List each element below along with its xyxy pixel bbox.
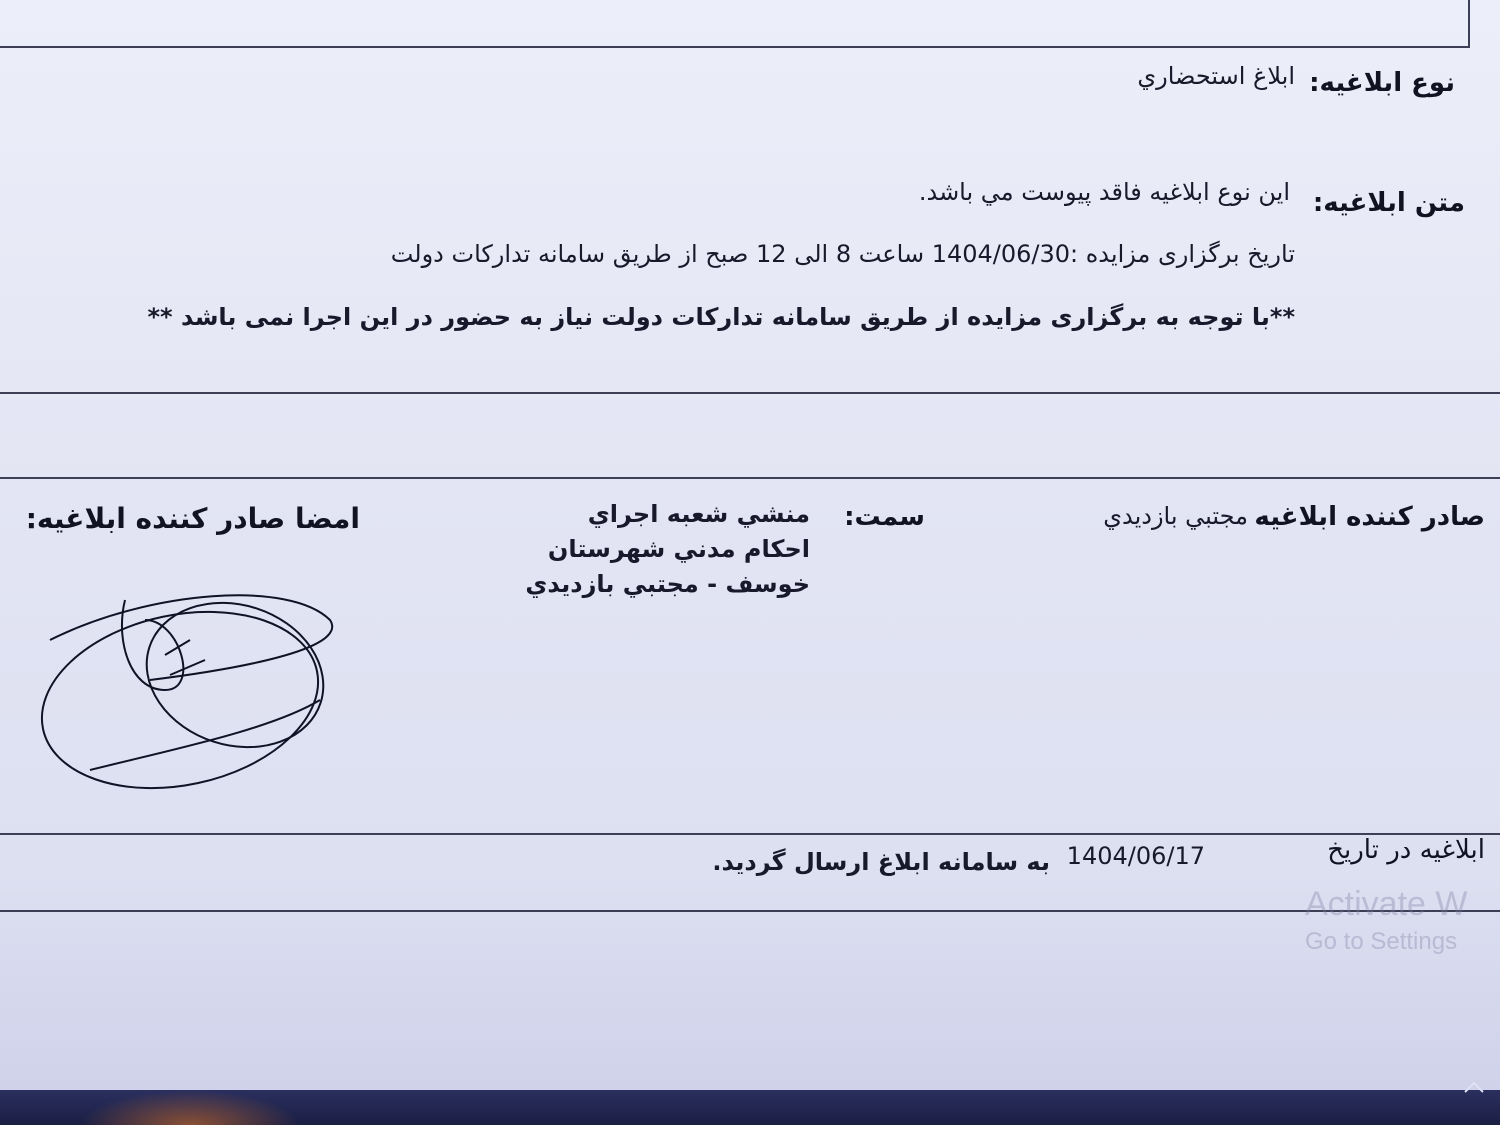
sent-date: 1404/06/17 (1066, 842, 1205, 870)
taskbar (0, 1090, 1500, 1125)
notice-text-line-2: تاريخ برگزاری مزايده :1404/06/30 ساعت 8 الی 12 صبح از طريق سامانه تدارکات دولت (390, 240, 1295, 268)
notice-text-line-3: **با توجه به برگزاری مزايده از طريق سامانه تدارکات دولت نياز به حضور در اين اجرا نمی باشد ** (147, 303, 1295, 331)
divider-2 (0, 477, 1500, 479)
top-border (0, 46, 1470, 48)
watermark-line-2: Go to Settings (1305, 928, 1458, 955)
windows-activation-watermark (1305, 885, 1467, 956)
position-line-3: خوسف - مجتبي بازديدي (525, 570, 810, 598)
divider-3 (0, 833, 1500, 835)
divider-1 (0, 392, 1500, 394)
notice-text-label: متن ابلاغيه: (1312, 188, 1465, 218)
position-line-2: احکام مدني شهرستان (547, 535, 810, 563)
sent-label: ابلاغيه در تاريخ (1327, 835, 1485, 865)
position-label: سمت: (844, 502, 925, 532)
signature-label: امضا صادر کننده ابلاغيه: (25, 502, 360, 535)
sent-suffix: به سامانه ابلاغ ارسال گرديد. (712, 848, 1050, 876)
notice-type-label: نوع ابلاغيه: (1309, 68, 1455, 98)
notice-type-value: ابلاغ استحضاري (1137, 62, 1295, 90)
chevron-up-icon[interactable] (1462, 1078, 1486, 1096)
signature-image (30, 580, 350, 795)
position-line-1: منشي شعبه اجراي (587, 500, 810, 528)
notice-text-line-1: اين نوع ابلاغيه فاقد پيوست مي باشد. (918, 178, 1290, 206)
issuer-label: صادر کننده ابلاغيه (1254, 502, 1485, 532)
divider-4 (0, 910, 1500, 912)
watermark-line-1: Activate W (1305, 885, 1468, 923)
taskbar-glow (80, 1090, 300, 1125)
right-border (1468, 0, 1470, 48)
issuer-name: مجتبي بازديدي (1103, 502, 1248, 530)
